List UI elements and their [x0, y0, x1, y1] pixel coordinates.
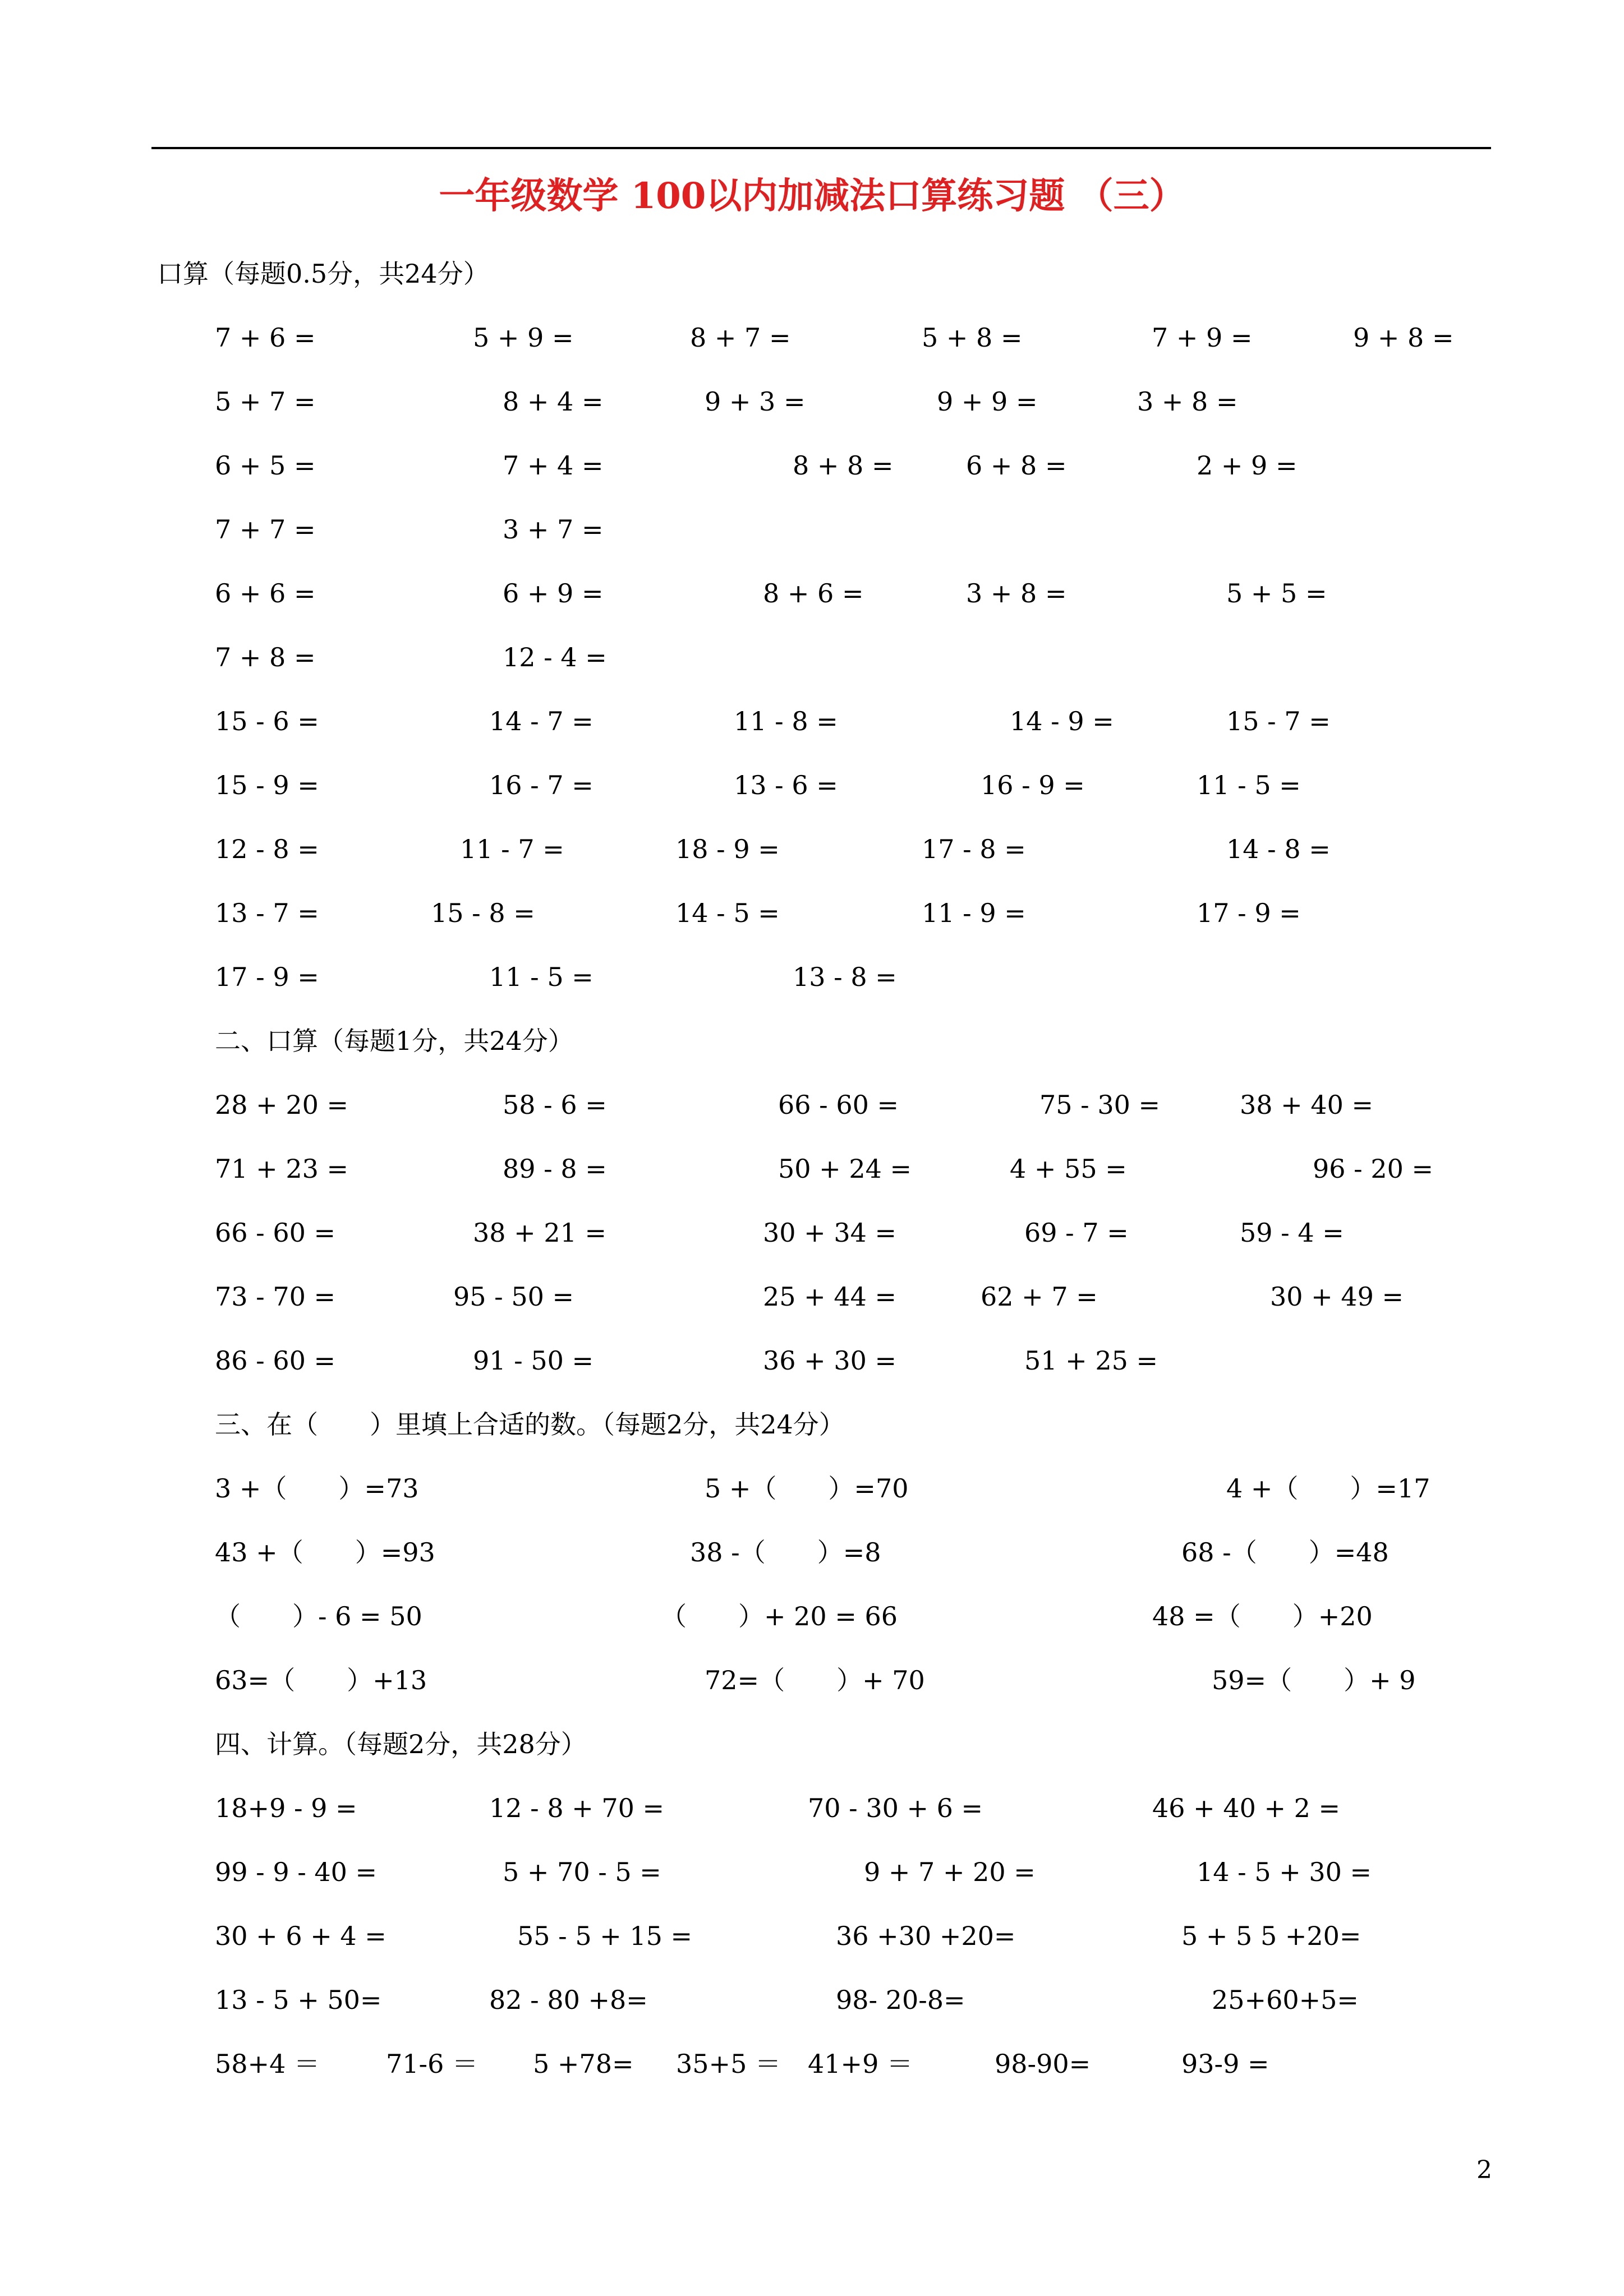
problem-item: 99 - 9 - 40 =: [215, 1857, 378, 1887]
problem-item: 17 - 9 =: [215, 962, 319, 992]
problem-item: 9 + 3 =: [705, 386, 806, 417]
problem-item: 38 + 21 =: [473, 1218, 607, 1248]
problem-item: 62 + 7 =: [981, 1281, 1098, 1312]
problem-item: 43 +（ ）=93: [215, 1537, 435, 1567]
problem-row: [0, 832, 1624, 866]
problem-row: [0, 1088, 1624, 1122]
problem-row: [0, 2047, 1624, 2081]
problem-item: 48 =（ ）+20: [1152, 1601, 1373, 1631]
problem-item: 6 + 8 =: [966, 450, 1067, 481]
problem-item: 15 - 9 =: [215, 770, 319, 800]
section-heading: 三、在（ ）里填上合适的数。（每题2分，共24分）: [215, 1409, 845, 1440]
problem-item: 15 - 6 =: [215, 706, 319, 736]
problem-item: 7 + 6 =: [215, 322, 316, 353]
problem-item: 18+9 - 9 =: [215, 1793, 357, 1823]
problem-item: 15 - 7 =: [1226, 706, 1331, 736]
problem-item: 11 - 5 =: [1197, 770, 1301, 800]
problem-item: 58 - 6 =: [503, 1090, 607, 1120]
problem-item: （ ）- 6 = 50: [215, 1601, 422, 1631]
page-title: 一年级数学 100以内加减法口算练习题 （三）: [439, 175, 1185, 217]
problem-item: 46 + 40 + 2 =: [1152, 1793, 1341, 1823]
problem-row: [0, 1663, 1624, 1697]
problem-item: 86 - 60 =: [215, 1345, 336, 1376]
problem-item: 58+4 ＝: [215, 2049, 320, 2079]
problem-item: 16 - 7 =: [489, 770, 594, 800]
problem-row: [0, 704, 1624, 738]
problem-item: 89 - 8 =: [503, 1154, 607, 1184]
problem-item: 11 - 8 =: [734, 706, 838, 736]
problem-item: 98-90=: [995, 2049, 1091, 2079]
problem-item: 12 - 4 =: [503, 642, 607, 672]
problem-item: 17 - 9 =: [1197, 898, 1301, 928]
problem-row: [0, 1919, 1624, 1953]
problem-item: 5 + 70 - 5 =: [503, 1857, 661, 1887]
problem-item: 35+5 ＝: [676, 2049, 781, 2079]
problem-item: 12 - 8 + 70 =: [489, 1793, 665, 1823]
section-heading: 口算（每题0.5分，共24分）: [157, 259, 489, 289]
section-heading: 二、口算（每题1分，共24分）: [215, 1026, 574, 1056]
problem-item: 9 + 8 =: [1353, 322, 1454, 353]
problem-item: 36 +30 +20=: [836, 1921, 1016, 1951]
problem-item: 15 - 8 =: [431, 898, 535, 928]
problem-item: 75 - 30 =: [1039, 1090, 1161, 1120]
problem-item: 11 - 7 =: [460, 834, 564, 864]
problem-item: 63=（ ）+13: [215, 1665, 427, 1695]
problem-item: 8 + 6 =: [763, 578, 864, 608]
header-rule: [151, 147, 1491, 149]
problem-item: 6 + 6 =: [215, 578, 316, 608]
problem-item: 41+9 ＝: [808, 2049, 913, 2079]
problem-item: 30 + 34 =: [763, 1218, 897, 1248]
problem-item: 8 + 4 =: [503, 386, 604, 417]
section-heading: 四、计算。（每题2分，共28分）: [215, 1729, 587, 1759]
problem-row: [0, 577, 1624, 610]
problem-item: 36 + 30 =: [763, 1345, 897, 1376]
problem-row: [0, 1152, 1624, 1186]
problem-row: [0, 449, 1624, 482]
problem-row: [0, 1983, 1624, 2017]
problem-item: 91 - 50 =: [473, 1345, 594, 1376]
problem-item: 12 - 8 =: [215, 834, 319, 864]
problem-item: 14 - 5 =: [675, 898, 780, 928]
problem-row: [0, 896, 1624, 930]
problem-item: 3 +（ ）=73: [215, 1473, 419, 1504]
problem-row: [0, 1216, 1624, 1250]
problem-item: 28 + 20 =: [215, 1090, 349, 1120]
problem-row: [0, 513, 1624, 546]
problem-item: 5 +78=: [533, 2049, 634, 2079]
problem-item: 38 + 40 =: [1240, 1090, 1374, 1120]
problem-item: 14 - 9 =: [1010, 706, 1114, 736]
problem-item: 30 + 6 + 4 =: [215, 1921, 387, 1951]
problem-item: 14 - 8 =: [1226, 834, 1331, 864]
problem-item: 13 - 5 + 50=: [215, 1985, 382, 2015]
problem-item: 5 + 9 =: [473, 322, 574, 353]
problem-item: 17 - 8 =: [922, 834, 1026, 864]
problem-item: 68 -（ ）=48: [1181, 1537, 1389, 1567]
problem-item: 5 + 8 =: [922, 322, 1023, 353]
problem-item: 69 - 7 =: [1024, 1218, 1129, 1248]
problem-item: 7 + 8 =: [215, 642, 316, 672]
problem-row: [0, 1536, 1624, 1569]
problem-item: 66 - 60 =: [215, 1218, 336, 1248]
problem-item: 7 + 4 =: [503, 450, 604, 481]
problem-item: 96 - 20 =: [1313, 1154, 1434, 1184]
problem-item: 9 + 7 + 20 =: [864, 1857, 1036, 1887]
problem-item: 4 + 55 =: [1010, 1154, 1127, 1184]
problem-item: 16 - 9 =: [981, 770, 1085, 800]
problem-item: 59=（ ）+ 9: [1212, 1665, 1416, 1695]
problem-row: [0, 960, 1624, 994]
problem-item: 25 + 44 =: [763, 1281, 897, 1312]
problem-item: 3 + 8 =: [966, 578, 1067, 608]
problem-item: 7 + 9 =: [1152, 322, 1253, 353]
problem-row: [0, 640, 1624, 674]
problem-item: 30 + 49 =: [1270, 1281, 1404, 1312]
problem-row: [0, 1280, 1624, 1313]
problem-item: 93-9 =: [1181, 2049, 1269, 2079]
problem-item: 13 - 8 =: [793, 962, 897, 992]
problem-item: 13 - 7 =: [215, 898, 319, 928]
problem-item: 55 - 5 + 15 =: [517, 1921, 693, 1951]
problem-item: 5 + 5 5 +20=: [1181, 1921, 1361, 1951]
problem-item: 66 - 60 =: [778, 1090, 899, 1120]
problem-item: 59 - 4 =: [1240, 1218, 1344, 1248]
problem-item: 18 - 9 =: [675, 834, 780, 864]
problem-item: 13 - 6 =: [734, 770, 838, 800]
problem-item: 8 + 7 =: [690, 322, 791, 353]
problem-item: 98- 20-8=: [836, 1985, 965, 2015]
problem-row: [0, 1472, 1624, 1505]
problem-row: [0, 768, 1624, 802]
problem-item: 3 + 7 =: [503, 514, 604, 545]
problem-row: [0, 385, 1624, 418]
problem-item: 50 + 24 =: [778, 1154, 912, 1184]
problem-item: 38 -（ ）=8: [690, 1537, 881, 1567]
problem-item: 70 - 30 + 6 =: [808, 1793, 983, 1823]
problem-item: 9 + 9 =: [937, 386, 1038, 417]
problem-row: [0, 321, 1624, 354]
problem-item: 8 + 8 =: [793, 450, 894, 481]
problem-item: 82 - 80 +8=: [489, 1985, 648, 2015]
problem-item: 72=（ ）+ 70: [705, 1665, 925, 1695]
problem-item: 2 + 9 =: [1197, 450, 1298, 481]
problem-item: 11 - 5 =: [489, 962, 594, 992]
problem-item: 7 + 7 =: [215, 514, 316, 545]
problem-item: 3 + 8 =: [1137, 386, 1238, 417]
problem-row: [0, 1855, 1624, 1889]
problem-item: 14 - 5 + 30 =: [1197, 1857, 1372, 1887]
problem-item: 6 + 9 =: [503, 578, 604, 608]
problem-item: 71 + 23 =: [215, 1154, 349, 1184]
problem-row: [0, 1599, 1624, 1633]
page-number: 2: [1476, 2156, 1492, 2184]
problem-item: 25+60+5=: [1212, 1985, 1359, 2015]
problem-item: 6 + 5 =: [215, 450, 316, 481]
problem-item: 73 - 70 =: [215, 1281, 336, 1312]
problem-row: [0, 1344, 1624, 1377]
problem-item: 95 - 50 =: [453, 1281, 574, 1312]
problem-item: （ ）+ 20 = 66: [661, 1601, 898, 1631]
problem-row: [0, 1791, 1624, 1825]
problem-item: 4 +（ ）=17: [1226, 1473, 1430, 1504]
problem-item: 5 +（ ）=70: [705, 1473, 909, 1504]
problem-item: 51 + 25 =: [1024, 1345, 1158, 1376]
problem-item: 71-6 ＝: [386, 2049, 478, 2079]
problem-item: 14 - 7 =: [489, 706, 594, 736]
problem-item: 5 + 7 =: [215, 386, 316, 417]
problem-item: 5 + 5 =: [1226, 578, 1327, 608]
problem-item: 11 - 9 =: [922, 898, 1026, 928]
